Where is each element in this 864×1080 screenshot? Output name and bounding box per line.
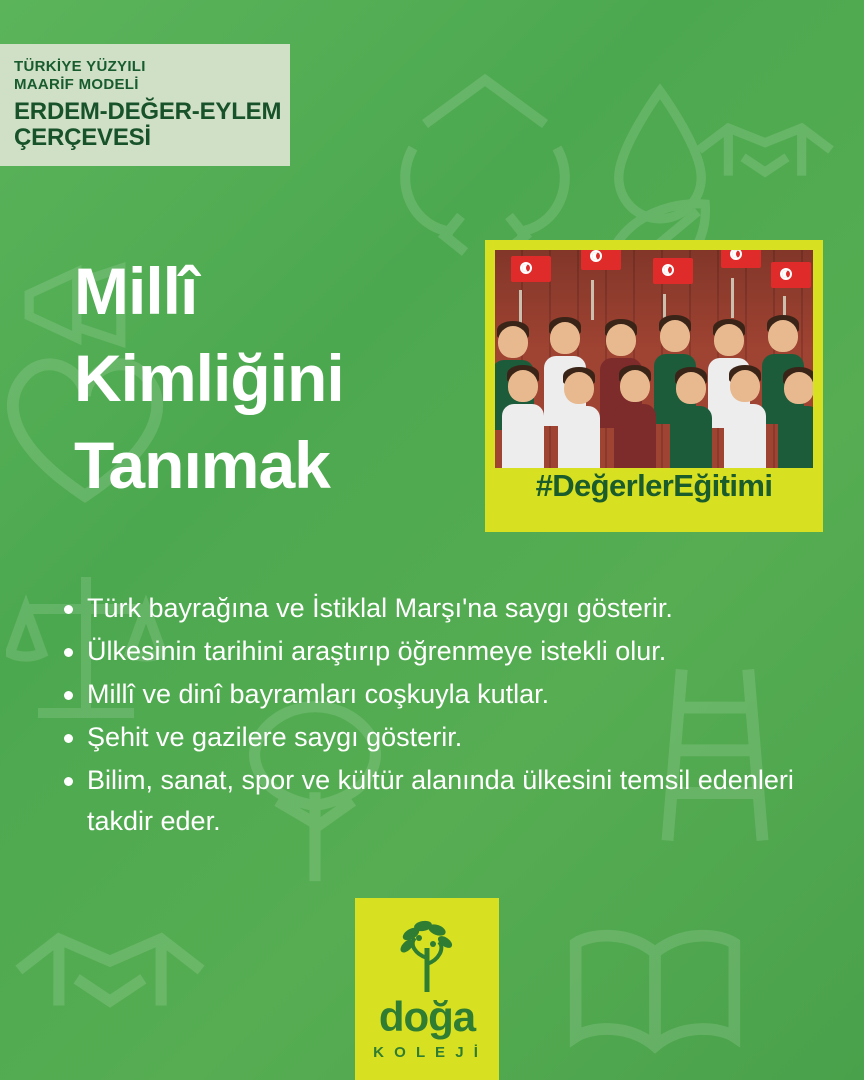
bullet-dot-icon [64, 691, 73, 700]
badge-line-2: MAARİF MODELİ [14, 76, 139, 94]
turkish-flag-icon [581, 250, 621, 270]
list-item [64, 717, 834, 758]
olive-tree-icon [381, 914, 473, 994]
list-item [64, 674, 834, 715]
logo-brand-label: doğa [378, 993, 476, 1040]
turkish-flag-icon [653, 258, 693, 284]
student-figure [777, 364, 813, 468]
student-figure [723, 362, 767, 468]
page-title [74, 248, 474, 509]
bullet-dot-icon [64, 734, 73, 743]
headline-line-2: Kimliğini [74, 341, 344, 416]
bullet-list [64, 588, 834, 844]
turkish-flag-icon [511, 256, 551, 282]
book-icon [560, 920, 750, 1060]
curriculum-badge [0, 44, 290, 166]
doga-koleji-logo [355, 898, 499, 1080]
handshake-icon [10, 900, 210, 1040]
student-figure [557, 364, 601, 468]
badge-line-4: ÇERÇEVESİ [14, 124, 151, 152]
list-item [64, 631, 834, 672]
water-drop-icon [600, 80, 720, 230]
handshake-icon [690, 95, 840, 205]
list-item-label: Türk bayrağına ve İstiklal Marşı'na saygı gösterir. [87, 593, 673, 623]
photo-card [485, 240, 823, 532]
student-figure [501, 362, 545, 468]
hashtag-caption: #DeğerlerEğitimi [535, 468, 773, 503]
list-item [64, 760, 834, 842]
headline-line-1: Millî [74, 254, 198, 328]
badge-line-3: ERDEM-DEĞER-EYLEM [14, 97, 282, 125]
list-item-label: Millî ve dinî bayramları coşkuyla kutlar. [87, 679, 550, 710]
list-item-label: Ülkesinin tarihini araştırıp öğrenmeye istekli olur. [87, 636, 667, 667]
list-item-label: Bilim, sanat, spor ve kültür alanında ülkesini temsil edenleri takdir eder. [87, 765, 794, 837]
bullet-dot-icon [64, 605, 73, 614]
logo-sub-label: K O L E J İ [373, 1044, 481, 1061]
badge-line-1: TÜRKİYE YÜZYILI [14, 58, 146, 76]
bullet-dot-icon [64, 777, 73, 786]
student-figure [613, 362, 657, 468]
flag-stick [731, 278, 734, 318]
photo-crowd [495, 336, 813, 468]
students-photo [495, 250, 813, 468]
list-item-label: Şehit ve gazilere saygı gösterir. [87, 722, 463, 753]
bullet-dot-icon [64, 648, 73, 657]
headline-line-3: Tanımak [74, 428, 330, 503]
list-item [64, 588, 834, 629]
turkish-flag-icon [771, 262, 811, 288]
recycle-icon [380, 60, 590, 260]
turkish-flag-icon [721, 250, 761, 268]
flag-stick [591, 280, 594, 320]
student-figure [669, 364, 713, 468]
